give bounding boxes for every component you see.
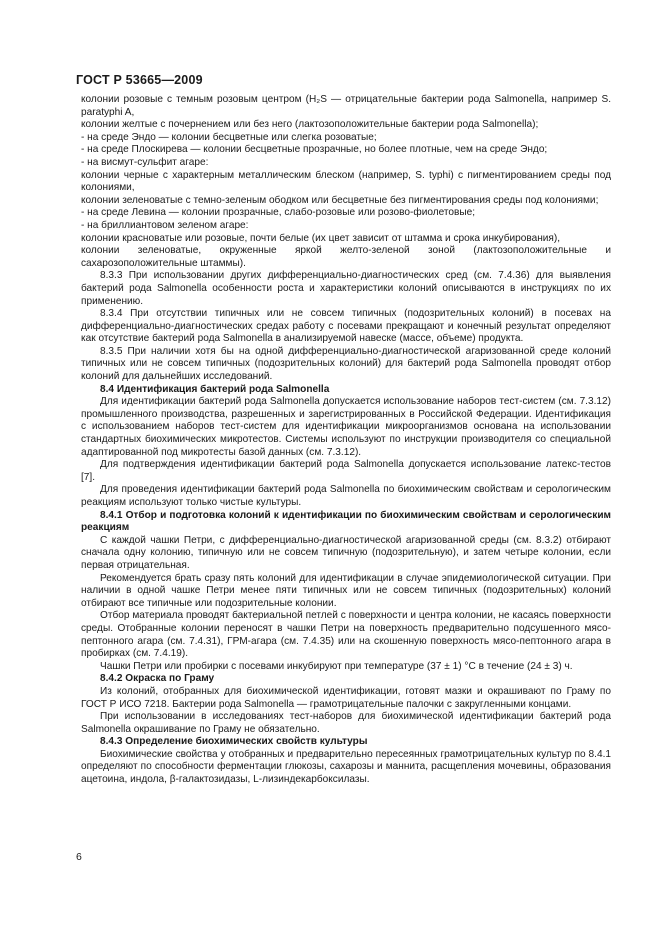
paragraph: колонии зеленоватые, окруженные яркой желто-зеленой зоной (лактозоположительные и сахарозоположительные штаммы). (81, 245, 611, 269)
paragraph: Для идентификации бактерий рода Salmonella допускается использование наборов тест-систем (см. 7.3.12) промышленного производства, разрешенных и зарегистрированных в Российской Федерации. Идентификация с использованием наборов тест-систем для идентификации микроорганизмов основана на использовании стандартных биохимических микротестов. Системы используют по инструкции производителя со специальной адаптированной под микротесты базой данных (см. 7.3.12). (81, 396, 611, 458)
document-header: ГОСТ Р 53665—2009 (76, 73, 203, 87)
paragraph: Для подтверждения идентификации бактерий рода Salmonella допускается использование латекс-тестов [7]. (81, 459, 611, 483)
paragraph: С каждой чашки Петри, с дифференциально-диагностической агаризованной среды (см. 8.3.2) отбирают сначала одну колонию, типичную или не совсем типичную (подозрительную), и затем четыре колонии, если первая отрицательная. (81, 534, 611, 571)
section-heading: 8.4.3 Определение биохимических свойств культуры (100, 736, 368, 748)
paragraph: Рекомендуется брать сразу пять колоний для идентификации в случае эпидемиологической ситуации. При наличии в одной чашке Петри менее пяти типичных или не совсем типичных (подозрительных) колоний отбирают все типичные или подозрительные колонии. (81, 572, 611, 609)
document-body (81, 94, 611, 787)
paragraph: Чашки Петри или пробирки с посевами инкубируют при температуре (37 ± 1) °С в течение (24 ± 3) ч. (100, 660, 573, 672)
paragraph: - на среде Эндо — колонии бесцветные или слегка розоватые; (81, 131, 377, 143)
paragraph: Из колоний, отобранных для биохимической идентификации, готовят мазки и окрашивают по Граму по ГОСТ Р ИСО 7218. Бактерии рода Salmonella — грамотрицательные палочки с закругленными концами. (81, 685, 611, 710)
paragraph: колонии розовые с темным розовым центром (H₂S — отрицательные бактерии рода Salmonella, например S. paratyphi A, (81, 94, 611, 118)
paragraph: 8.3.4 При отсутствии типичных или не совсем типичных (подозрительных колоний) в посевах на дифференциально-диагностических средах работу с посевами прекращают и конечный результат определяют как отсутствие бактерий рода Salmonella в анализируемой навеске (массе, объеме) продукта. (81, 308, 611, 345)
paragraph: - на бриллиантовом зеленом агаре: (81, 219, 249, 231)
paragraph: Отбор материала проводят бактериальной петлей с поверхности и центра колонии, не касаясь поверхности среды. Отобранные колонии переносят в чашки Петри на поверхность предварительно подсушенного мясо-пептонного агара (см. 7.4.31), ГРМ-агара (см. 7.4.35) или на скошенную поверхность мясо-пептонного агара в пробирках (см. 7.4.19). (81, 610, 611, 660)
paragraph: - на среде Плоскирева — колонии бесцветные прозрачные, но более плотные, чем на среде Эндо; (81, 144, 548, 156)
section-heading: 8.4.2 Окраска по Граму (100, 673, 215, 685)
paragraph: 8.3.3 При использовании других дифференциально-диагностических сред (см. 7.4.36) для выявления бактерий рода Salmonella особенности роста и характеристики колоний описываются в инструкциях по их применению. (81, 270, 611, 307)
paragraph: При использовании в исследованиях тест-наборов для биохимической идентификации бактерий рода Salmonella окрашивание по Граму не обязательно. (81, 711, 611, 735)
paragraph: Для проведения идентификации бактерий рода Salmonella по биохимическим свойствам и серологическим реакциям используют только чистые культуры. (81, 484, 611, 508)
paragraph: колонии желтые с почернением или без него (лактозоположительные бактерии рода Salmonella); (81, 119, 539, 131)
paragraph: колонии черные с характерным металлическим блеском (например, S. typhi) с пигментированием среды под колониями, (81, 169, 611, 194)
section-heading: 8.4.1 Отбор и подготовка колоний к идентификации по биохимическим свойствам и серологическим реакциям (81, 509, 611, 534)
paragraph: - на среде Левина — колонии прозрачные, слабо-розовые или розово-фиолетовые; (81, 207, 476, 219)
paragraph: - на висмут-сульфит агаре: (81, 156, 209, 168)
paragraph: колонии красноватые или розовые, почти белые (их цвет зависит от штамма и срока инкубирования), (81, 232, 561, 244)
paragraph: 8.3.5 При наличии хотя бы на одной дифференциально-диагностической агаризованной среде колоний типичных или не совсем типичных (подозрительных колоний) для бактерий рода Salmonella проводят отбор колоний для дальнейших исследований. (81, 345, 611, 383)
section-heading: 8.4 Идентификация бактерий рода Salmonella (100, 383, 330, 395)
paragraph: колонии зеленоватые с темно-зеленым ободком или бесцветные без пигментирования среды под колониями; (81, 194, 599, 206)
page-number: 6 (76, 851, 82, 863)
paragraph: Биохимические свойства у отобранных и предварительно пересеянных грамотрицательных культур по 8.4.1 определяют по способности ферментации глюкозы, сахарозы и маннита, расщепления мочевины, образования ацетоина, индола, β-галактозидазы, L-лизиндекарбоксилазы. (81, 748, 611, 786)
